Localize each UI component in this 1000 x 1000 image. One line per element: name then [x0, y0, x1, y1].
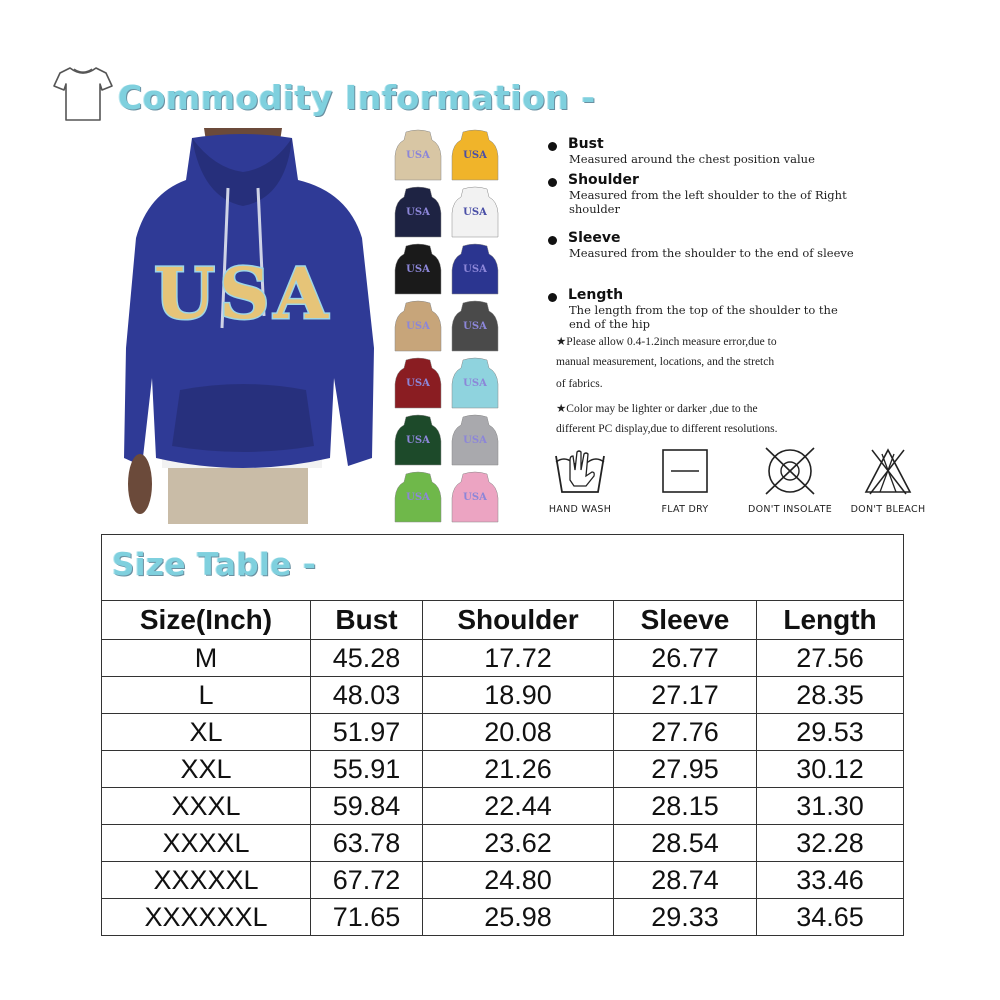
size-table-header-row	[102, 601, 904, 640]
swatch-print-text: USA	[406, 378, 430, 389]
note-line: different PC display,due to different resolutions.	[556, 423, 778, 435]
table-row	[102, 677, 904, 714]
table-row	[102, 640, 904, 677]
cell-length: 33.46	[757, 862, 904, 899]
cell-sleeve: 29.33	[614, 899, 757, 936]
cell-bust: 63.78	[311, 825, 423, 862]
bullet-icon	[548, 236, 557, 245]
cell-sleeve: 27.17	[614, 677, 757, 714]
cell-shoulder: 18.90	[423, 677, 614, 714]
cell-shoulder: 22.44	[423, 788, 614, 825]
cell-bust: 67.72	[311, 862, 423, 899]
color-swatch	[452, 244, 498, 294]
cell-sleeve: 27.76	[614, 714, 757, 751]
swatch-print-text: USA	[406, 264, 430, 275]
table-row	[102, 788, 904, 825]
swatch-print-text: USA	[463, 378, 487, 389]
cell-length: 30.12	[757, 751, 904, 788]
cell-bust: 59.84	[311, 788, 423, 825]
cell-bust: 51.97	[311, 714, 423, 751]
tshirt-icon	[52, 64, 114, 124]
table-row	[102, 825, 904, 862]
care-flat-dry: FLAT DRY	[630, 446, 740, 515]
cell-size: L	[102, 677, 311, 714]
cell-bust: 55.91	[311, 751, 423, 788]
cell-bust: 71.65	[311, 899, 423, 936]
cell-shoulder: 17.72	[423, 640, 614, 677]
cell-size: M	[102, 640, 311, 677]
cell-length: 29.53	[757, 714, 904, 751]
header-bust: Bust	[311, 601, 423, 640]
cell-length: 28.35	[757, 677, 904, 714]
flat-dry-icon	[657, 446, 713, 496]
bullet-icon	[548, 293, 557, 302]
header-shoulder: Shoulder	[423, 601, 614, 640]
swatch-print-text: USA	[463, 150, 487, 161]
table-row	[102, 862, 904, 899]
color-swatch	[452, 358, 498, 408]
size-table	[101, 600, 904, 936]
cell-sleeve: 28.74	[614, 862, 757, 899]
cell-sleeve: 27.95	[614, 751, 757, 788]
swatch-print-text: USA	[406, 435, 430, 446]
swatch-print-text: USA	[463, 207, 487, 218]
color-swatch	[395, 130, 441, 180]
cell-shoulder: 23.62	[423, 825, 614, 862]
table-row	[102, 714, 904, 751]
cell-length: 34.65	[757, 899, 904, 936]
cell-bust: 48.03	[311, 677, 423, 714]
hand-wash-icon	[552, 446, 608, 496]
cell-sleeve: 28.15	[614, 788, 757, 825]
swatch-print-text: USA	[463, 492, 487, 503]
model-photo	[122, 128, 377, 524]
color-swatch	[452, 187, 498, 237]
color-swatch	[395, 301, 441, 351]
cell-length: 32.28	[757, 825, 904, 862]
table-row	[102, 751, 904, 788]
care-hand-wash: HAND WASH	[525, 446, 635, 515]
color-swatch	[452, 301, 498, 351]
color-swatch	[395, 358, 441, 408]
cell-size: XXXXL	[102, 825, 311, 862]
header-size: Size(Inch)	[102, 601, 311, 640]
color-swatch	[395, 415, 441, 465]
swatch-print-text: USA	[406, 207, 430, 218]
swatch-print-text: USA	[463, 321, 487, 332]
cell-size: XXXXXXL	[102, 899, 311, 936]
size-table-title: Size Table -	[112, 547, 317, 583]
color-swatch	[395, 244, 441, 294]
cell-size: XXXL	[102, 788, 311, 825]
bullet-icon	[548, 142, 557, 151]
color-swatch	[452, 472, 498, 522]
cell-shoulder: 24.80	[423, 862, 614, 899]
care-dont-bleach: DON'T BLEACH	[833, 446, 943, 515]
cell-shoulder: 21.26	[423, 751, 614, 788]
color-swatch	[452, 130, 498, 180]
header-sleeve: Sleeve	[614, 601, 757, 640]
dont-insolate-icon	[762, 446, 818, 496]
color-swatch	[452, 415, 498, 465]
note-line: of fabrics.	[556, 378, 603, 390]
care-dont-insolate: DON'T INSOLATE	[735, 446, 845, 515]
cell-sleeve: 26.77	[614, 640, 757, 677]
table-row	[102, 899, 904, 936]
cell-bust: 45.28	[311, 640, 423, 677]
swatch-print-text: USA	[406, 492, 430, 503]
cell-sleeve: 28.54	[614, 825, 757, 862]
color-swatch	[395, 472, 441, 522]
swatch-print-text: USA	[463, 435, 487, 446]
swatch-print-text: USA	[406, 321, 430, 332]
header-length: Length	[757, 601, 904, 640]
cell-length: 31.30	[757, 788, 904, 825]
swatch-print-text: USA	[406, 150, 430, 161]
size-table-box	[101, 534, 904, 936]
commodity-info-title: Commodity Information -	[118, 78, 596, 117]
cell-shoulder: 20.08	[423, 714, 614, 751]
cell-size: XXXXXL	[102, 862, 311, 899]
note-line: manual measurement, locations, and the stretch	[556, 356, 775, 368]
note-line: ★Please allow 0.4-1.2inch measure error,due to	[556, 336, 777, 348]
cell-shoulder: 25.98	[423, 899, 614, 936]
cell-length: 27.56	[757, 640, 904, 677]
usa-print: USA	[154, 252, 332, 335]
cell-size: XL	[102, 714, 311, 751]
cell-size: XXL	[102, 751, 311, 788]
dont-bleach-icon	[860, 446, 916, 496]
color-swatches	[388, 126, 506, 528]
color-swatch	[395, 187, 441, 237]
bullet-icon	[548, 178, 557, 187]
note-line: ★Color may be lighter or darker ,due to the	[556, 403, 758, 415]
swatch-print-text: USA	[463, 264, 487, 275]
